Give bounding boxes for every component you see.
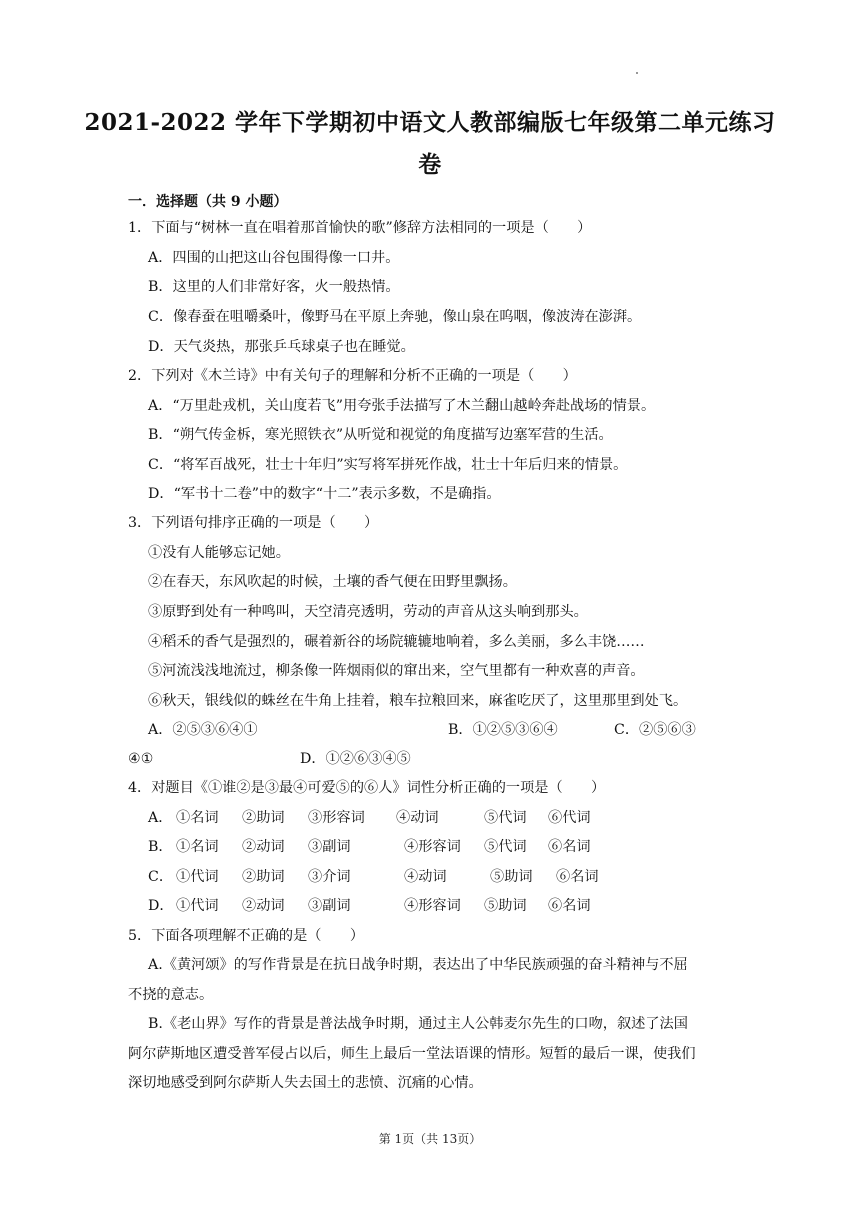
pos-4: ④形容词 xyxy=(404,898,461,914)
question-3-sentence-1: ①没有人能够忘记她。 xyxy=(148,545,290,561)
pos-6: ⑥代词 xyxy=(548,810,591,826)
question-1-option-a: A．四围的山把这山谷包围得像一口井。 xyxy=(148,250,400,266)
pos-3: ③副词 xyxy=(308,898,351,914)
question-1-stem: 1．下面与“树林一直在唱着那首愉快的歌”修辞方法相同的一项是（ ） xyxy=(128,220,592,236)
question-3-option-b: B．①②⑤③⑥④ xyxy=(448,722,558,738)
question-3-sentence-3: ③原野到处有一种鸣叫，天空清亮透明，劳动的声音从这头响到那头。 xyxy=(148,604,588,620)
question-3-option-d: D．①②⑥③④⑤ xyxy=(300,751,411,767)
question-4-option-a xyxy=(148,809,591,827)
question-4-stem: 4．对题目《①谁②是③最④可爱⑤的⑥人》词性分析正确的一项是（ ） xyxy=(128,780,606,796)
page-title: 2021-2022 学年下学期初中语文人教部编版七年级第二单元练习 xyxy=(84,109,776,136)
option-letter: D． xyxy=(148,898,174,914)
pos-3: ③介词 xyxy=(308,869,351,885)
option-letter: B． xyxy=(148,839,173,855)
question-2-stem: 2．下列对《木兰诗》中有关句子的理解和分析不正确的一项是（ ） xyxy=(128,368,577,384)
question-3-sentence-4: ④稻禾的香气是强烈的，碾着新谷的场院辘辘地响着，多么美丽，多么丰饶…… xyxy=(148,634,645,650)
question-5-option-a-continued: 不挠的意志。 xyxy=(128,987,214,1003)
pos-2: ②动词 xyxy=(242,898,285,914)
pos-1: ①名词 xyxy=(176,810,219,826)
pos-5: ⑤代词 xyxy=(484,810,527,826)
pos-6: ⑥名词 xyxy=(548,839,591,855)
question-3-sentence-5: ⑤河流浅浅地流过，柳条像一阵烟雨似的窜出来，空气里都有一种欢喜的声音。 xyxy=(148,663,645,679)
pos-5: ⑤助词 xyxy=(484,898,527,914)
pos-5: ⑤助词 xyxy=(490,869,533,885)
page-footer: 第 1页（共 13页） xyxy=(378,1132,482,1146)
pos-4: ④形容词 xyxy=(404,839,461,855)
question-4-option-d xyxy=(148,897,591,915)
pos-1: ①代词 xyxy=(176,898,219,914)
pos-2: ②动词 xyxy=(242,839,285,855)
question-3-sentence-2: ②在春天，东风吹起的时候，土壤的香气便在田野里飘扬。 xyxy=(148,574,517,590)
question-2-option-a: A．“万里赴戎机，关山度若飞”用夸张手法描写了木兰翻山越岭奔赴战场的情景。 xyxy=(148,398,656,414)
question-1-option-c: C．像春蚕在咀嚼桑叶，像野马在平原上奔驰，像山泉在呜咽，像波涛在澎湃。 xyxy=(148,309,642,325)
pos-4: ④动词 xyxy=(396,810,439,826)
question-4-option-b xyxy=(148,838,591,856)
pos-1: ①代词 xyxy=(176,869,219,885)
pos-5: ⑤代词 xyxy=(484,839,527,855)
page-title-continued: 卷 xyxy=(418,151,442,178)
option-letter: C． xyxy=(148,869,174,885)
question-2-option-d: D．“军书十二卷”中的数字“十二”表示多数，不是确指。 xyxy=(148,486,501,502)
question-5-option-b-continued-2: 深切地感受到阿尔萨斯人失去国土的悲愤、沉痛的心情。 xyxy=(128,1075,483,1091)
question-5-option-b: B.《老山界》写作的背景是普法战争时期，通过主人公韩麦尔先生的口吻，叙述了法国 xyxy=(148,1016,688,1032)
pos-3: ③形容词 xyxy=(308,810,365,826)
pos-2: ②助词 xyxy=(242,869,285,885)
question-1-option-b: B．这里的人们非常好客，火一般热情。 xyxy=(148,279,400,295)
decorative-dot xyxy=(636,72,638,74)
pos-3: ③副词 xyxy=(308,839,351,855)
pos-6: ⑥名词 xyxy=(556,869,599,885)
question-3-stem: 3．下列语句排序正确的一项是（ ） xyxy=(128,515,379,531)
question-3-option-c-continued: ④① xyxy=(128,751,154,767)
question-4-option-c xyxy=(148,868,599,886)
pos-1: ①名词 xyxy=(176,839,219,855)
section-heading: 一．选择题（共 9 小题） xyxy=(128,194,288,210)
pos-4: ④动词 xyxy=(404,869,447,885)
question-3-option-a: A．②⑤③⑥④① xyxy=(148,722,258,738)
question-2-option-c: C．“将军百战死，壮士十年归”实写将军拼死作战，壮士十年后归来的情景。 xyxy=(148,457,628,473)
question-1-option-d: D．天气炎热，那张乒乓球桌子也在睡觉。 xyxy=(148,339,415,355)
question-5-option-a: A.《黄河颂》的写作背景是在抗日战争时期，表达出了中华民族顽强的奋斗精神与不屈 xyxy=(148,957,688,973)
pos-6: ⑥名词 xyxy=(548,898,591,914)
question-2-option-b: B．“朔气传金柝，寒光照铁衣”从听觉和视觉的角度描写边塞军营的生活。 xyxy=(148,427,613,443)
question-3-sentence-6: ⑥秋天，银线似的蛛丝在牛角上挂着，粮车拉粮回来，麻雀吃厌了，这里那里到处飞。 xyxy=(148,693,688,709)
pos-2: ②助词 xyxy=(242,810,285,826)
question-5-stem: 5．下面各项理解不正确的是（ ） xyxy=(128,928,365,944)
question-5-option-b-continued: 阿尔萨斯地区遭受普军侵占以后，师生上最后一堂法语课的情形。短暂的最后一课，使我们 xyxy=(128,1046,696,1062)
option-letter: A． xyxy=(148,810,173,826)
question-3-option-c: C．②⑤⑥③ xyxy=(614,722,696,738)
